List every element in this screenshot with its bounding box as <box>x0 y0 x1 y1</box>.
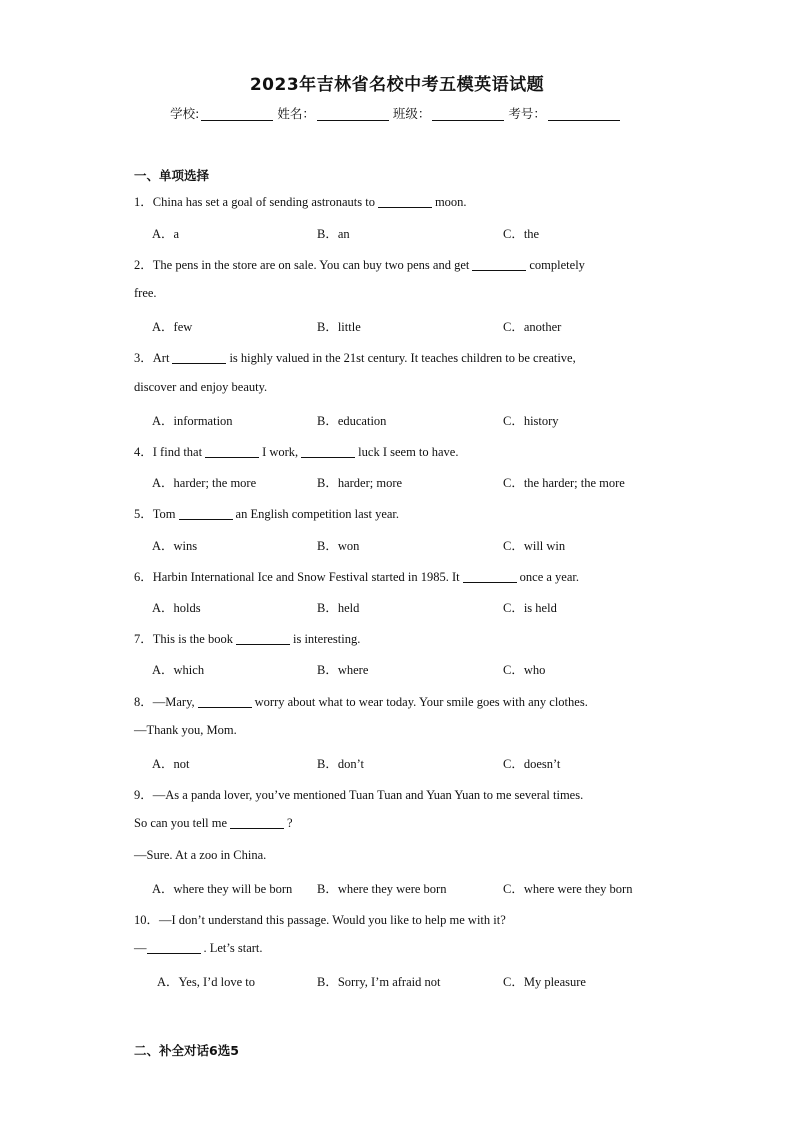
question-text: I work, <box>262 445 299 459</box>
option-b[interactable]: B．don’t <box>317 757 364 771</box>
option-a[interactable]: A．information <box>152 414 233 428</box>
option-b[interactable]: B．where they were born <box>317 882 447 896</box>
question-text: is interesting. <box>292 632 361 646</box>
question-number: 8． <box>134 695 153 709</box>
school-blank[interactable] <box>201 106 273 121</box>
option-a[interactable]: A．where they will be born <box>152 882 293 896</box>
page-title: 2023年吉林省名校中考五模英语试题 <box>249 75 545 95</box>
option-b[interactable]: B．Sorry, I’m afraid not <box>317 975 441 989</box>
option-c[interactable]: C．doesn’t <box>503 757 561 771</box>
option-c[interactable]: C．who <box>503 663 546 677</box>
option-b[interactable]: B．little <box>317 320 361 334</box>
class-label: 班级： <box>392 106 431 121</box>
question-text: This is the book <box>152 632 233 646</box>
question-text: luck I seem to have. <box>358 445 459 459</box>
question-number: 7． <box>134 632 153 646</box>
question-7 <box>134 629 360 647</box>
answer-blank[interactable] <box>179 507 233 520</box>
option-c[interactable]: C．will win <box>503 539 566 553</box>
question-number: 9． <box>134 788 153 802</box>
question-text: I find that <box>152 445 203 459</box>
question-text: Tom <box>152 507 176 521</box>
question-text: completely <box>529 258 585 272</box>
answer-blank[interactable] <box>198 695 252 708</box>
question-5 <box>134 504 399 522</box>
question-9-reply: —Sure. At a zoo in China. <box>134 848 267 862</box>
question-text: Art <box>152 351 170 365</box>
question-4 <box>134 442 458 460</box>
exam-no-blank[interactable] <box>548 106 620 121</box>
question-text: —Mary, <box>152 695 195 709</box>
question-text: So can you tell me <box>134 816 228 830</box>
answer-blank[interactable] <box>205 445 259 458</box>
question-number: 2． <box>134 258 153 272</box>
question-text: worry about what to wear today. Your smile goes with any clothes. <box>254 695 588 709</box>
answer-blank[interactable] <box>172 351 226 364</box>
question-text: — <box>134 941 147 955</box>
option-a[interactable]: A．harder; the more <box>152 476 257 490</box>
question-text: ? <box>287 816 293 830</box>
option-b[interactable]: B．won <box>317 539 360 553</box>
option-c[interactable]: C．the harder; the more <box>503 476 625 490</box>
question-text: . Let’s start. <box>203 941 263 955</box>
question-text: an English competition last year. <box>235 507 400 521</box>
option-c[interactable]: C．another <box>503 320 562 334</box>
section-heading-1: 一、单项选择 <box>134 168 210 183</box>
option-c[interactable]: C．is held <box>503 601 557 615</box>
option-a[interactable]: A．few <box>152 320 193 334</box>
option-b[interactable]: B．harder; more <box>317 476 403 490</box>
option-b[interactable]: B．held <box>317 601 360 615</box>
question-text: —As a panda lover, you’ve mentioned Tuan Tuan and Yuan Yuan to me several times. <box>152 788 584 802</box>
option-c[interactable]: C．My pleasure <box>503 975 586 989</box>
answer-blank[interactable] <box>463 570 517 583</box>
name-label: 姓名： <box>277 106 315 121</box>
answer-blank[interactable] <box>236 632 290 645</box>
question-text: Harbin International Ice and Snow Festival started in 1985. It <box>152 570 460 584</box>
question-text: —I don’t understand this passage. Would you like to help me with it? <box>159 913 506 927</box>
section-heading-2: 二、补全对话6选5 <box>134 1043 239 1058</box>
answer-blank[interactable] <box>472 258 526 271</box>
exam-no-label: 考号： <box>508 106 546 121</box>
question-number: 10． <box>134 913 160 927</box>
question-number: 5． <box>134 507 153 521</box>
question-text: The pens in the store are on sale. You can buy two pens and get <box>152 258 470 272</box>
answer-blank[interactable] <box>147 941 201 954</box>
class-blank[interactable] <box>432 106 504 121</box>
question-text: China has set a goal of sending astronauts to <box>152 195 375 209</box>
question-3-cont: discover and enjoy beauty. <box>134 380 268 394</box>
option-a[interactable]: A．wins <box>152 539 198 553</box>
question-text: is highly valued in the 21st century. It teaches children to be creative, <box>229 351 576 365</box>
option-b[interactable]: B．an <box>317 227 350 241</box>
question-6 <box>134 567 579 585</box>
question-8-cont: —Thank you, Mom. <box>134 723 237 737</box>
question-2 <box>134 255 585 273</box>
question-number: 4． <box>134 445 153 459</box>
option-a[interactable]: A．holds <box>152 601 201 615</box>
option-c[interactable]: C．the <box>503 227 540 241</box>
student-info-row <box>0 104 794 122</box>
question-9 <box>134 785 583 803</box>
answer-blank[interactable] <box>230 816 284 829</box>
question-9-cont <box>134 816 293 831</box>
option-b[interactable]: B．education <box>317 414 387 428</box>
answer-blank[interactable] <box>378 195 432 208</box>
question-text: once a year. <box>519 570 579 584</box>
option-a[interactable]: A．which <box>152 663 205 677</box>
option-c[interactable]: C．history <box>503 414 559 428</box>
question-number: 6． <box>134 570 153 584</box>
school-label: 学校: <box>170 106 200 121</box>
name-blank[interactable] <box>317 106 389 121</box>
question-text: moon. <box>434 195 467 209</box>
question-10 <box>134 910 506 928</box>
question-1 <box>134 192 467 210</box>
question-number: 1． <box>134 195 153 209</box>
option-b[interactable]: B．where <box>317 663 369 677</box>
option-c[interactable]: C．where were they born <box>503 882 633 896</box>
answer-blank[interactable] <box>301 445 355 458</box>
question-number: 3． <box>134 351 153 365</box>
question-3 <box>134 348 576 366</box>
question-8 <box>134 692 588 710</box>
option-a[interactable]: A．Yes, I’d love to <box>157 975 256 989</box>
question-2-cont: free. <box>134 286 157 300</box>
option-a[interactable]: A．not <box>152 757 190 771</box>
option-a[interactable]: A．a <box>152 227 180 241</box>
question-10-cont <box>134 941 263 956</box>
